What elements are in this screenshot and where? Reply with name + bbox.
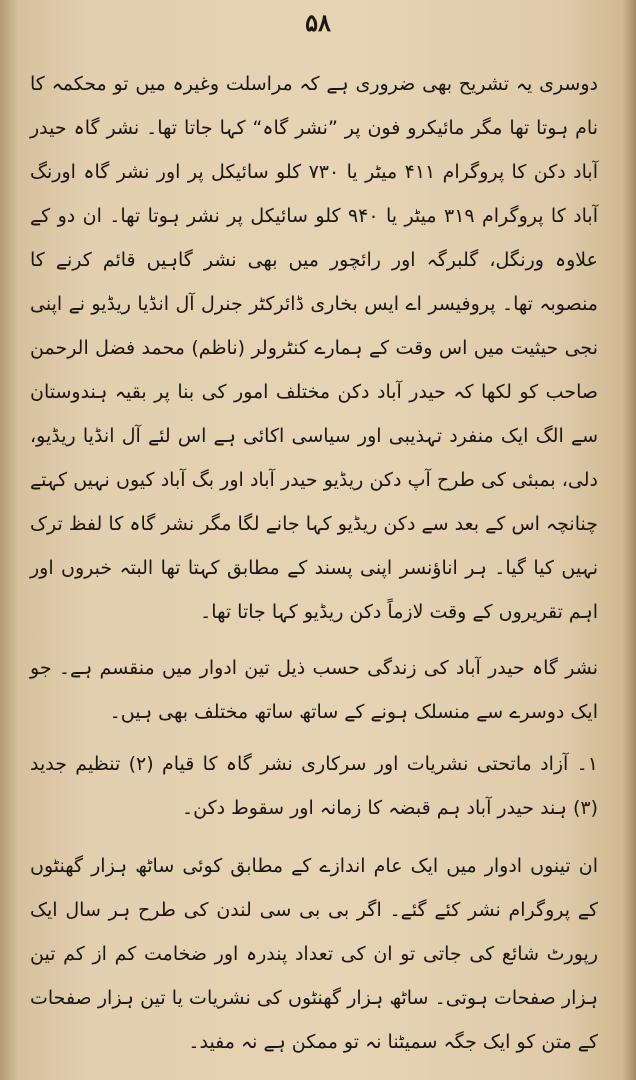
- paragraph-broadcast-hours: ان تینوں ادوار میں ایک عام اندازے کے مطابق کوئی ساٹھ ہزار گھنٹوں کے پروگرام نشر کئے گئے۔ اگر بی بی سی لندن کی طرح ہر سال ایک رپورٹ شائع کی جاتی تو ان کی تعداد پندرہ اور ضخامت کم از کم تین ہزار صفحات ہوتی۔ ساٹھ ہزار گھنٹوں کی نشریات یا تین ہزار صفحات کے متن کو ایک جگہ سمیٹنا نہ تو ممکن ہے نہ مفید۔: [30, 855, 598, 1053]
- page-left-edge-shadow: [0, 0, 18, 1080]
- paragraph-eras-list: ۱۔ آزاد ماتحتی نشریات اور سرکاری نشر گاہ کا قیام (۲) تنظیم جدید (۳) ہند حیدر آباد ہم قبضہ کا زمانہ اور سقوط دکن۔: [30, 753, 598, 819]
- page-number: ۵۸: [305, 8, 331, 37]
- paragraph-radio-naming: دوسری یہ تشریح بھی ضروری ہے کہ مراسلت وغیرہ میں تو محکمہ کا نام ہوتا تھا مگر مائیکرو فون پر ”نشر گاہ“ کہا جاتا تھا۔ نشر گاہ حیدر آباد دکن کا پروگرام ۴۱۱ میٹر یا ۷۳۰ کلو سائیکل پر اور نشر گاہ اورنگ آباد کا پروگرام ۳۱۹ میٹر یا ۹۴۰ کلو سائیکل پر نشر ہوتا تھا۔ ان دو کے علاوہ ورنگل، گلبرگہ اور رائچور میں بھی نشر گاہیں قائم کرنے کا منصوبہ تھا۔ پروفیسر اے ایس بخاری ڈائرکٹر جنرل آل انڈیا ریڈیو نے اپنی نجی حیثیت میں اس وقت کے ہمارے کنٹرولر (ناظم) محمد فضل الرحمن صاحب کو لکھا کہ حیدر آباد دکن مختلف امور کی بنا پر بقیہ ہندوستان سے الگ ایک منفرد تہذیبی اور سیاسی اکائی ہے اس لئے آل انڈیا ریڈیو، دلی، بمبئی کی طرح آپ دکن ریڈیو حیدر آباد اور بگ آباد کیوں نہیں کہتے چنانچہ اس کے بعد سے دکن ریڈیو کہا جانے لگا مگر نشر گاہ کا لفظ ترک نہیں کیا گیا۔ ہر اناؤنسر اپنی پسند کے مطابق کہتا تھا البتہ خبروں اور اہم تقریروں کے وقت لازماً دکن ریڈیو کہا جاتا تھا۔: [30, 73, 598, 623]
- page-body-text: [30, 62, 598, 1064]
- page-right-edge-shadow: [622, 0, 636, 1080]
- paragraph-three-eras-intro: نشر گاہ حیدر آباد کی زندگی حسب ذیل تین ادوار میں منقسم ہے۔ جو ایک دوسرے سے منسلک ہونے کے ساتھ ساتھ مختلف بھی ہیں۔: [30, 657, 598, 723]
